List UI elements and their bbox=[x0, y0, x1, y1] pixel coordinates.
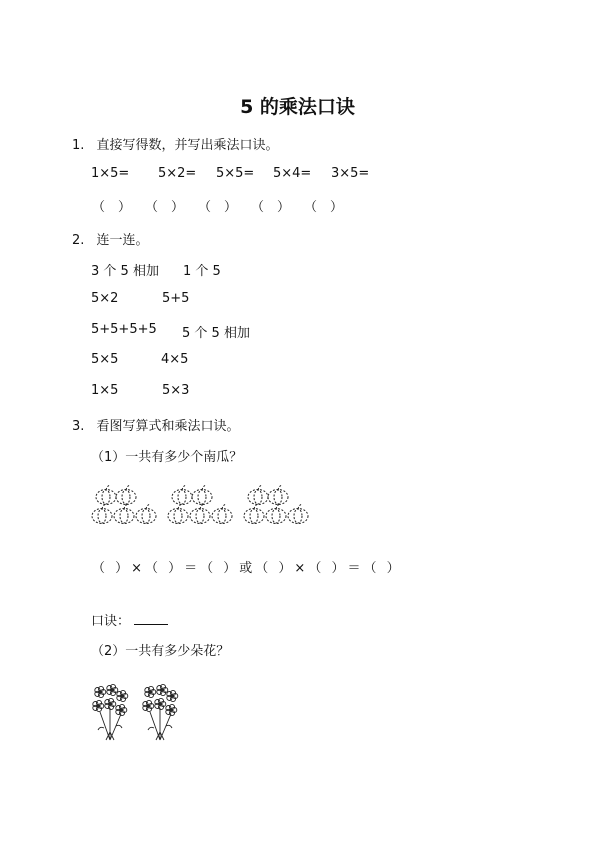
match-right-5[interactable]: 5×3 bbox=[162, 383, 190, 398]
pumpkin-group bbox=[244, 485, 308, 524]
koujue-line bbox=[91, 610, 168, 629]
koujue-blank[interactable] bbox=[134, 612, 168, 625]
pumpkin-icon bbox=[116, 485, 136, 505]
pumpkin-picture bbox=[90, 488, 320, 528]
match-left-5[interactable]: 1×5 bbox=[91, 383, 119, 398]
question-3-number: 3. bbox=[72, 419, 85, 434]
subquestion-flowers: （2）一共有多少朵花？ bbox=[91, 644, 230, 659]
pumpkin-icon bbox=[136, 504, 156, 524]
match-right-1[interactable]: 1 个 5 bbox=[183, 264, 221, 279]
answer-blank-2[interactable]: （ ） bbox=[145, 200, 185, 215]
question-3 bbox=[72, 415, 240, 434]
match-right-2[interactable]: 5+5 bbox=[162, 291, 190, 306]
pumpkin-icon bbox=[96, 485, 116, 505]
expression-5: 3×5= bbox=[331, 166, 370, 181]
pumpkin-group bbox=[168, 485, 232, 524]
expression-3: 5×5= bbox=[216, 166, 255, 181]
question-2 bbox=[72, 229, 149, 248]
pumpkin-icon bbox=[288, 504, 308, 524]
pumpkin-icon bbox=[168, 504, 188, 524]
question-2-text: 连一连。 bbox=[96, 233, 149, 248]
pumpkin-icon bbox=[244, 504, 264, 524]
expression-1: 1×5= bbox=[91, 166, 130, 181]
question-2-number: 2. bbox=[72, 233, 85, 248]
answer-blank-5[interactable]: （ ） bbox=[304, 200, 344, 215]
pumpkin-icon bbox=[212, 504, 232, 524]
pumpkin-icon bbox=[192, 485, 212, 505]
pumpkin-group bbox=[92, 485, 156, 524]
koujue-label: 口诀： bbox=[91, 614, 131, 629]
question-3-text: 看图写算式和乘法口诀。 bbox=[96, 419, 240, 434]
question-1 bbox=[72, 134, 279, 153]
question-1-text: 直接写得数，并写出乘法口诀。 bbox=[96, 138, 279, 153]
flower-bunch-icon bbox=[143, 684, 178, 740]
question-1-number: 1. bbox=[72, 138, 85, 153]
match-left-2[interactable]: 5×2 bbox=[91, 291, 119, 306]
pumpkin-icon bbox=[266, 504, 286, 524]
pumpkin-icon bbox=[92, 504, 112, 524]
expression-2: 5×2= bbox=[158, 166, 197, 181]
pumpkin-icon bbox=[268, 485, 288, 505]
answer-blank-1[interactable]: （ ） bbox=[92, 200, 132, 215]
flower-bunch-icon bbox=[93, 684, 128, 740]
pumpkin-icon bbox=[114, 504, 134, 524]
answer-blank-4[interactable]: （ ） bbox=[251, 200, 291, 215]
pumpkin-icon bbox=[172, 485, 192, 505]
match-left-3[interactable]: 5+5+5+5 bbox=[91, 322, 157, 337]
answer-blank-3[interactable]: （ ） bbox=[198, 200, 238, 215]
match-left-1[interactable]: 3 个 5 相加 bbox=[91, 264, 159, 279]
match-right-4[interactable]: 4×5 bbox=[161, 352, 189, 367]
match-left-4[interactable]: 5×5 bbox=[91, 352, 119, 367]
subquestion-pumpkins: （1）一共有多少个南瓜？ bbox=[91, 450, 243, 465]
flower-picture bbox=[86, 684, 186, 746]
pumpkin-icon bbox=[248, 485, 268, 505]
match-right-3[interactable]: 5 个 5 相加 bbox=[182, 326, 250, 341]
page-title: 5 的乘法口诀 bbox=[240, 96, 355, 118]
expression-4: 5×4= bbox=[273, 166, 312, 181]
pumpkin-icon bbox=[190, 504, 210, 524]
formula-blanks[interactable]: （ ）×（ ）＝（ ）或（ ）×（ ）＝（ ） bbox=[92, 561, 403, 576]
